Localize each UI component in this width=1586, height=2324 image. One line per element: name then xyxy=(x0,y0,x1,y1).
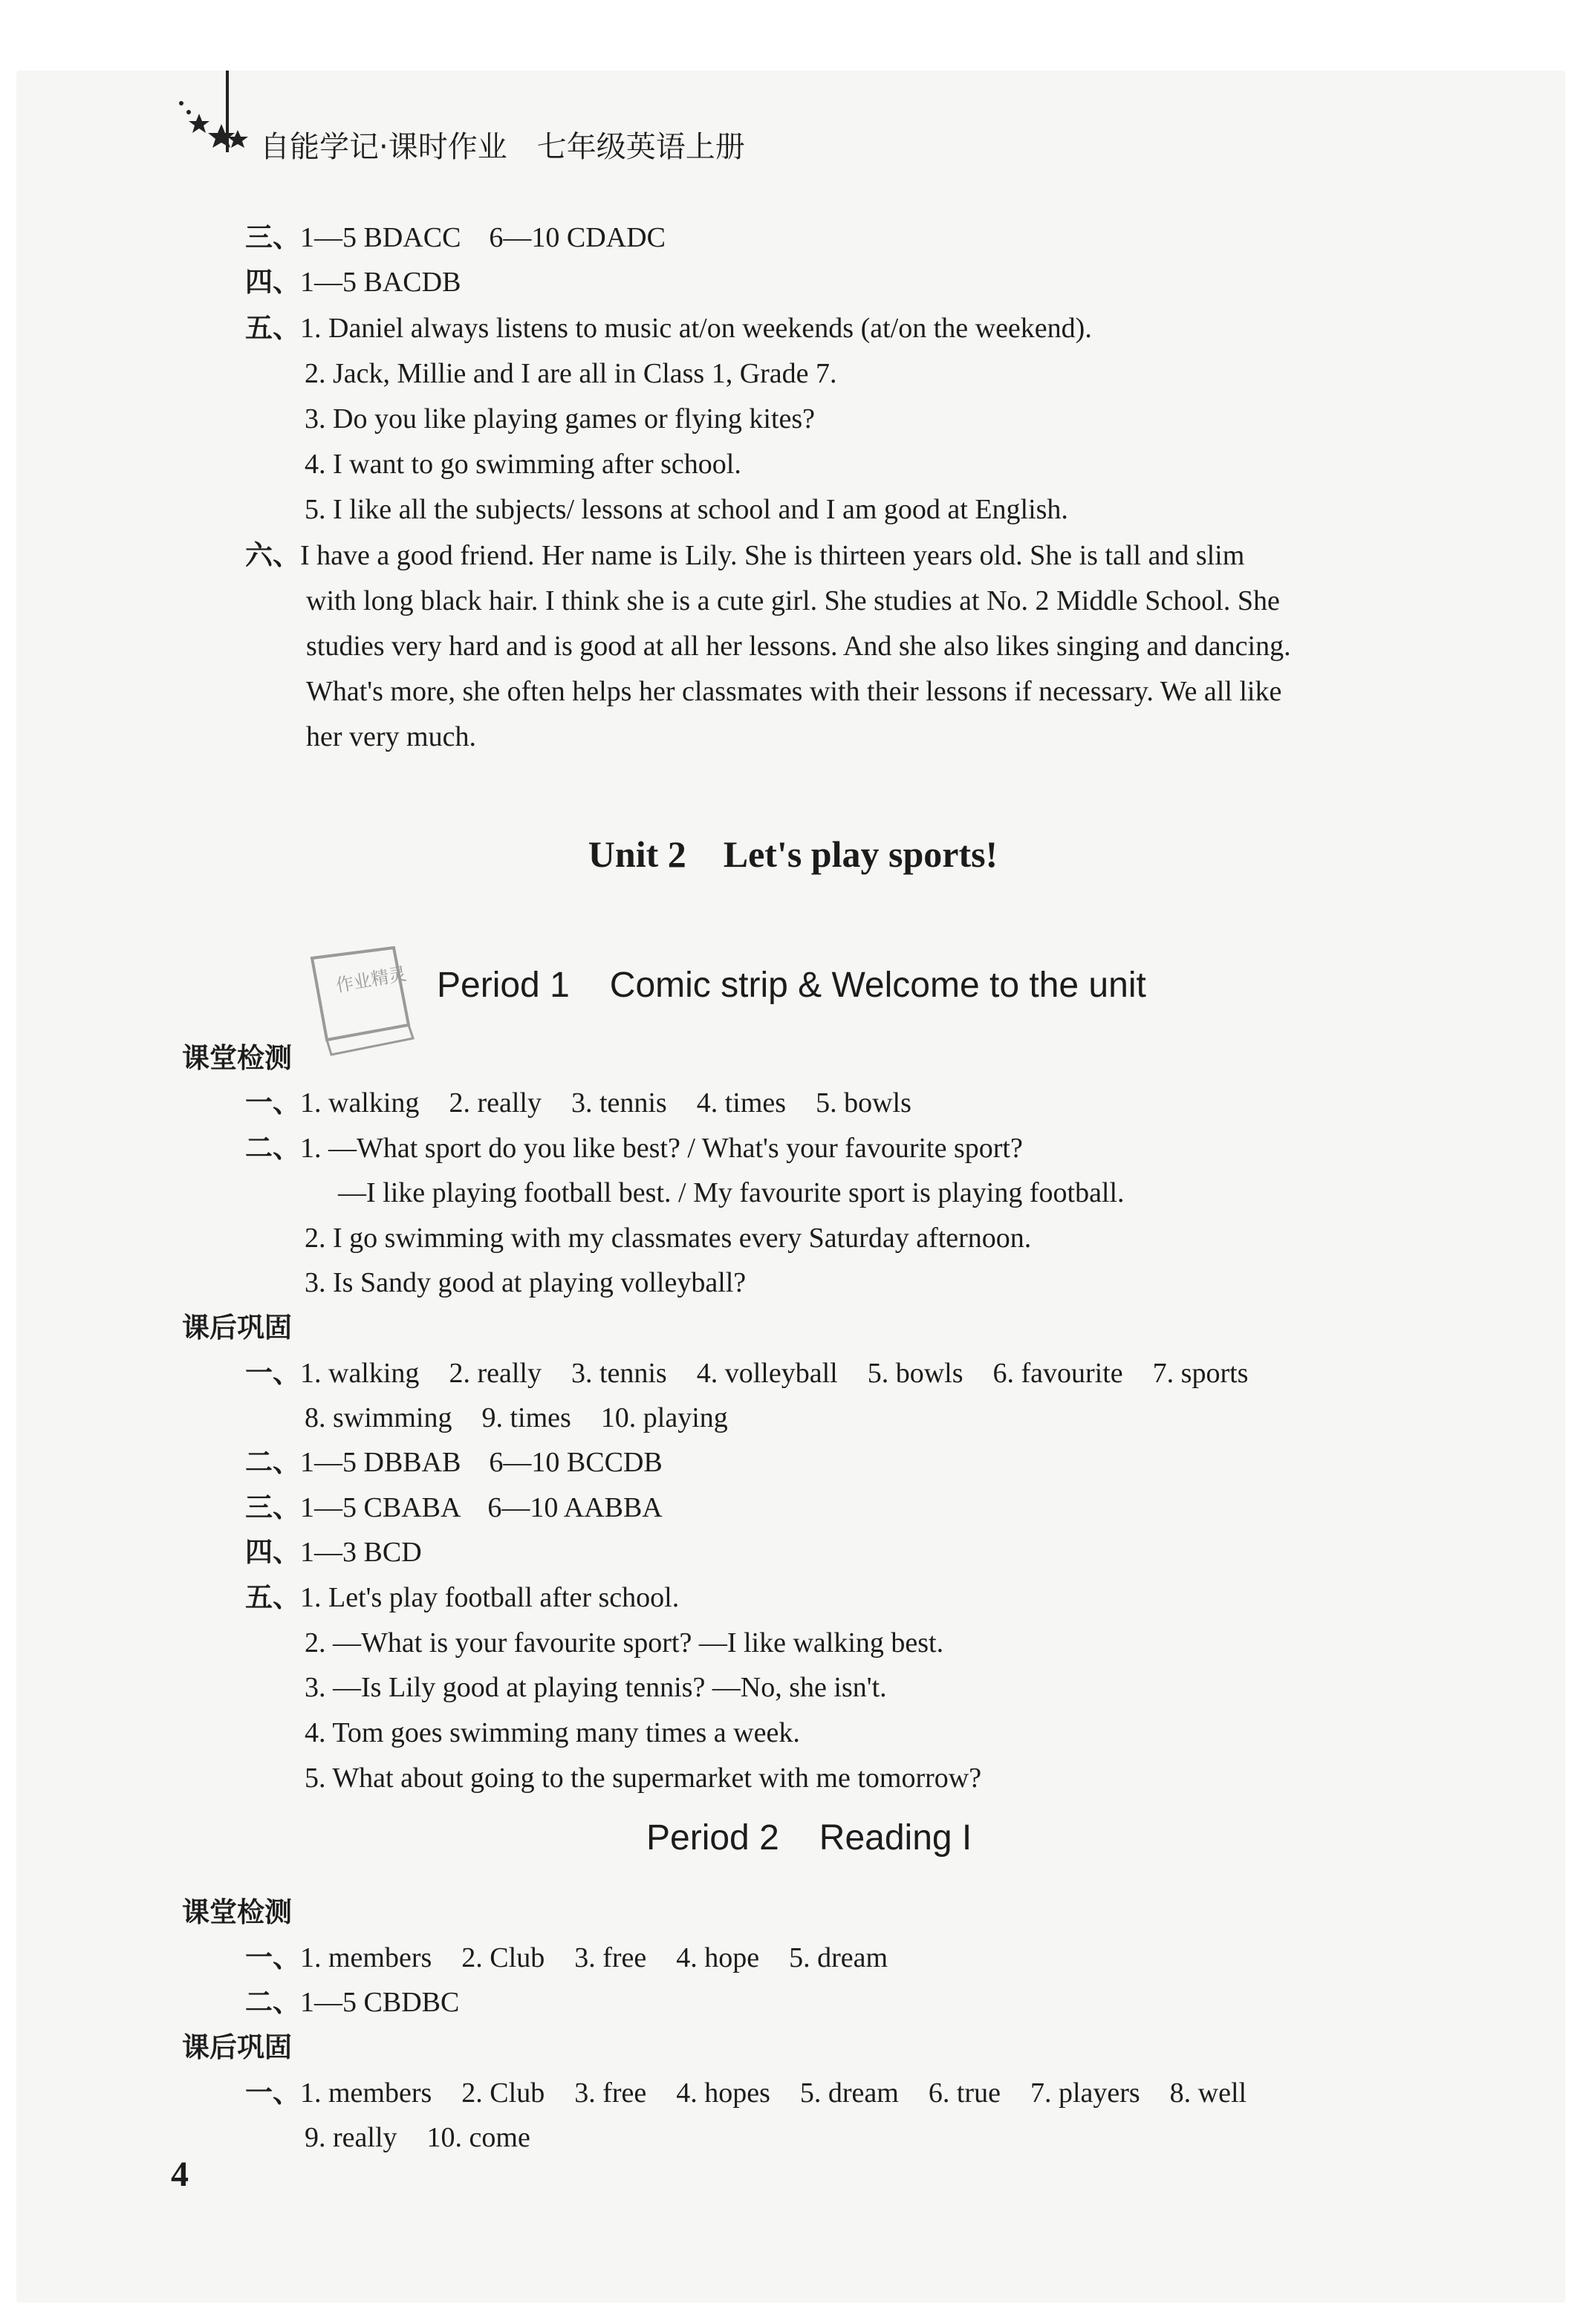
section-heading: 课后巩固 xyxy=(182,2031,292,2063)
answer-row: 二、1—5 CBDBC xyxy=(245,1986,460,2018)
answer-row: 五、1. Let's play football after school. xyxy=(245,1581,680,1613)
section-heading: 课后巩固 xyxy=(182,1312,292,1344)
star-decoration-icon xyxy=(171,71,253,167)
answer-row: 二、1. —What sport do you like best? / What's your favourite sport? xyxy=(245,1132,1023,1164)
logo-stamp xyxy=(305,943,416,1062)
logo-text: 作业精灵 xyxy=(334,963,409,997)
answer-row: 一、1. members 2. Club 3. free 4. hopes 5. dream 6. true 7. players 8. well xyxy=(245,2077,1247,2109)
period-2-title: Period 2 Reading I xyxy=(646,1818,972,1858)
section-heading: 课堂检测 xyxy=(182,1896,292,1928)
answer-row: 五、1. Daniel always listens to music at/on weekends (at/on the weekend). xyxy=(245,312,1092,344)
answer-line: 3. Is Sandy good at playing volleyball? xyxy=(305,1267,747,1298)
answer-row: 三、1—5 CBABA 6—10 AABBA xyxy=(245,1491,663,1523)
answer-row: 四、1—3 BCD xyxy=(245,1536,422,1568)
answer-row: 一、1. walking 2. really 3. tennis 4. times 5. bowls xyxy=(245,1087,911,1119)
answer-row: 9. really 10. come xyxy=(305,2122,530,2153)
answer-row: 二、1—5 DBBAB 6—10 BCCDB xyxy=(245,1446,663,1478)
answer-line: 3. —Is Lily good at playing tennis? —No, she isn't. xyxy=(305,1672,887,1703)
answer-line: 5. I like all the subjects/ lessons at school and I am good at English. xyxy=(305,494,1068,525)
answer-line: 4. Tom goes swimming many times a week. xyxy=(305,1717,800,1748)
answer-row: 四、1—5 BACDB xyxy=(245,266,461,298)
answer-line: 2. I go swimming with my classmates every Saturday afternoon. xyxy=(305,1223,1032,1254)
essay-line: her very much. xyxy=(306,721,476,752)
unit-title: Unit 2 Let's play sports! xyxy=(588,833,998,875)
page-header: 自能学记·课时作业 七年级英语上册 xyxy=(260,130,745,164)
section-heading: 课堂检测 xyxy=(182,1042,292,1074)
answer-row: 一、1. walking 2. really 3. tennis 4. volleyball 5. bowls 6. favourite 7. sports xyxy=(245,1357,1249,1389)
essay-line: 六、I have a good friend. Her name is Lily. She is thirteen years old. She is tall and slim xyxy=(245,539,1245,571)
answer-line: —I like playing football best. / My favourite sport is playing football. xyxy=(338,1177,1125,1208)
essay-line: What's more, she often helps her classmates with their lessons if necessary. We all like xyxy=(306,676,1282,707)
answer-row: 一、1. members 2. Club 3. free 4. hope 5. dream xyxy=(245,1941,888,1973)
answer-line: 4. I want to go swimming after school. xyxy=(305,449,741,480)
essay-line: studies very hard and is good at all her lessons. And she also likes singing and dancing. xyxy=(306,631,1291,662)
answer-line: 2. —What is your favourite sport? —I like walking best. xyxy=(305,1627,944,1659)
answer-line: 2. Jack, Millie and I are all in Class 1, Grade 7. xyxy=(305,358,837,389)
period-1-title: Period 1 Comic strip & Welcome to the unit xyxy=(437,966,1146,1005)
page-number: 4 xyxy=(171,2155,189,2194)
essay-line: with long black hair. I think she is a cute girl. She studies at No. 2 Middle School. She xyxy=(306,585,1280,616)
answer-line: 3. Do you like playing games or flying kites? xyxy=(305,403,816,434)
answer-row: 三、1—5 BDACC 6—10 CDADC xyxy=(245,221,666,253)
answer-line: 5. What about going to the supermarket with me tomorrow? xyxy=(305,1762,982,1794)
answer-row: 8. swimming 9. times 10. playing xyxy=(305,1402,728,1433)
